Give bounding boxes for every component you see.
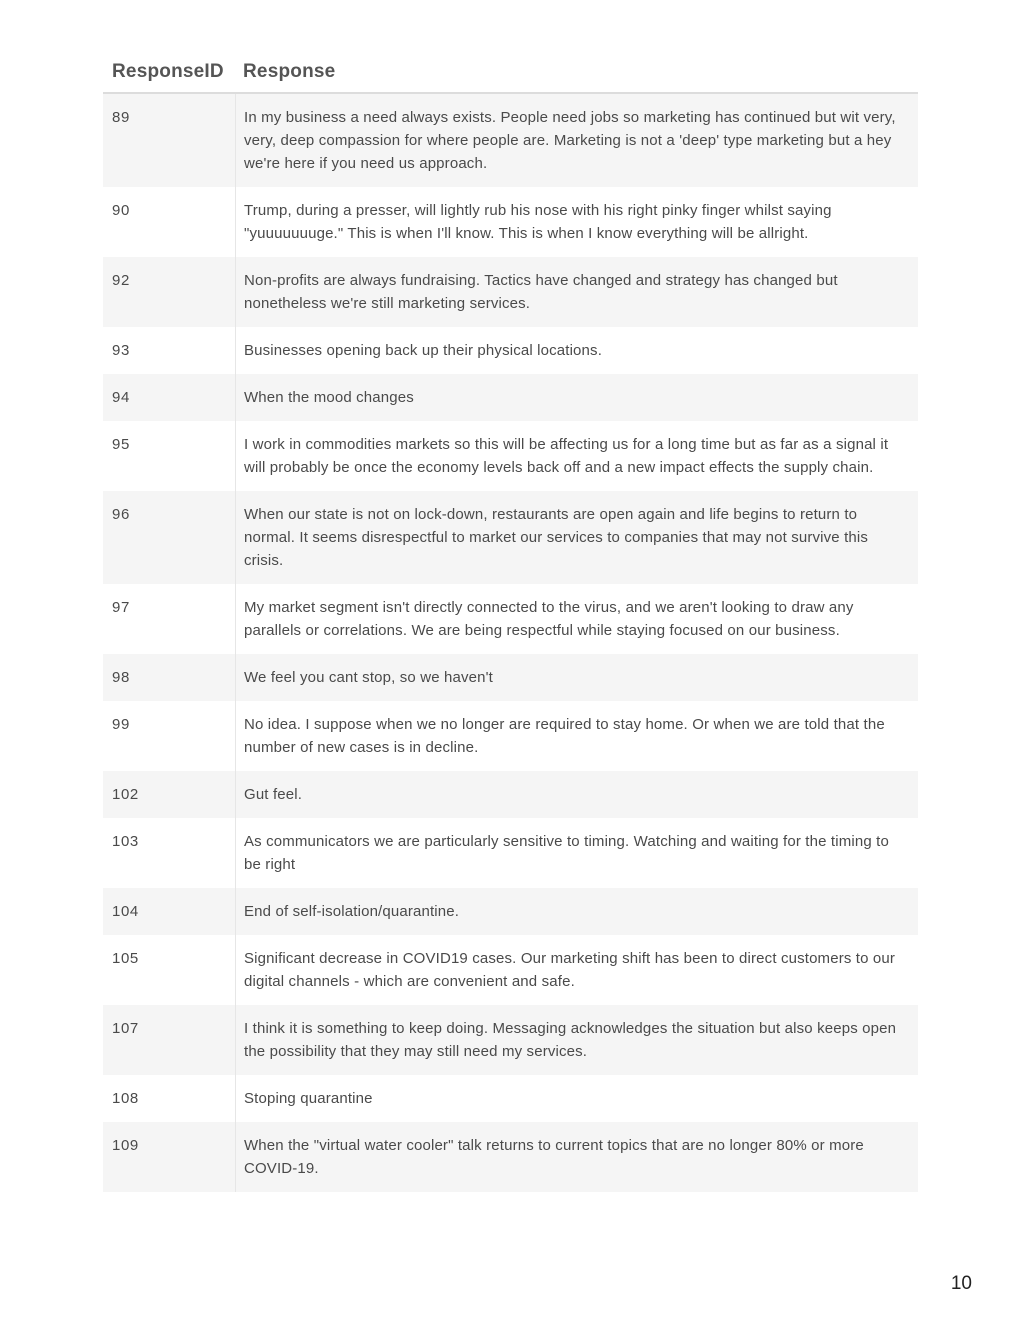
row-response: Trump, during a presser, will lightly rub his nose with his right pinky finger whilst saying "yuuuuuuuge." This is when I'll know. This is when I know everything will be allright. [244, 202, 832, 242]
row-response: When the mood changes [244, 389, 414, 406]
table-row [103, 701, 918, 771]
row-id: 102 [103, 771, 236, 818]
row-response: I work in commodities markets so this will be affecting us for a long time but as far as a signal it will probably be once the economy levels back off and a new impact effects the supply chain. [244, 436, 889, 476]
responses-table [103, 52, 918, 1192]
row-response: Gut feel. [244, 786, 303, 803]
header-response: Response [243, 61, 336, 82]
table-row [103, 187, 918, 257]
table-row [103, 888, 918, 935]
table-row [103, 94, 918, 187]
table-row [103, 491, 918, 584]
table-row [103, 1005, 918, 1075]
row-response: Significant decrease in COVID19 cases. Our marketing shift has been to direct customers to our digital channels - which are convenient and safe. [244, 950, 896, 990]
row-id: 104 [103, 888, 236, 935]
row-response: I think it is something to keep doing. Messaging acknowledges the situation but also keeps open the possibility that they may still need my services. [244, 1020, 897, 1060]
row-response: We feel you cant stop, so we haven't [244, 669, 493, 686]
table-row [103, 584, 918, 654]
table-row [103, 1075, 918, 1122]
page-number: 10 [950, 1273, 972, 1294]
row-id: 90 [103, 187, 236, 257]
table-row [103, 654, 918, 701]
table-row [103, 935, 918, 1005]
row-id: 97 [103, 584, 236, 654]
row-id: 94 [103, 374, 236, 421]
row-response: My market segment isn't directly connected to the virus, and we aren't looking to draw any parallels or correlations. We are being respectful while staying focused on our business. [244, 599, 854, 639]
row-response: As communicators we are particularly sensitive to timing. Watching and waiting for the timing to be right [244, 833, 889, 873]
row-id: 93 [103, 327, 236, 374]
row-response: In my business a need always exists. People need jobs so marketing has continued but wit very, very, deep compassion for where people are. Marketing is not a 'deep' type marketing but a hey we're here if you need us approach. [244, 109, 896, 172]
row-id: 109 [103, 1122, 236, 1192]
row-response: When our state is not on lock-down, restaurants are open again and life begins to return to normal. It seems disrespectful to market our services to companies that may not survive this crisis. [244, 506, 869, 569]
row-id: 99 [103, 701, 236, 771]
row-id: 96 [103, 491, 236, 584]
row-id: 108 [103, 1075, 236, 1122]
table-header [103, 52, 918, 94]
table-row [103, 1122, 918, 1192]
row-response: When the "virtual water cooler" talk returns to current topics that are no longer 80% or more COVID-19. [244, 1137, 864, 1177]
row-response: No idea. I suppose when we no longer are required to stay home. Or when we are told that the number of new cases is in decline. [244, 716, 885, 756]
row-id: 107 [103, 1005, 236, 1075]
row-response: Stoping quarantine [244, 1090, 373, 1107]
row-response: End of self-isolation/quarantine. [244, 903, 460, 920]
table-row [103, 771, 918, 818]
table-row [103, 257, 918, 327]
row-id: 92 [103, 257, 236, 327]
table-row [103, 818, 918, 888]
table-row [103, 421, 918, 491]
row-id: 98 [103, 654, 236, 701]
row-id: 105 [103, 935, 236, 1005]
row-id: 103 [103, 818, 236, 888]
row-id: 89 [103, 94, 236, 187]
table-row [103, 374, 918, 421]
row-response: Non-profits are always fundraising. Tactics have changed and strategy has changed but nonetheless we're still marketing services. [244, 272, 838, 312]
table-row [103, 327, 918, 374]
header-response-id: ResponseID [112, 61, 224, 82]
row-id: 95 [103, 421, 236, 491]
row-response: Businesses opening back up their physical locations. [244, 342, 603, 359]
